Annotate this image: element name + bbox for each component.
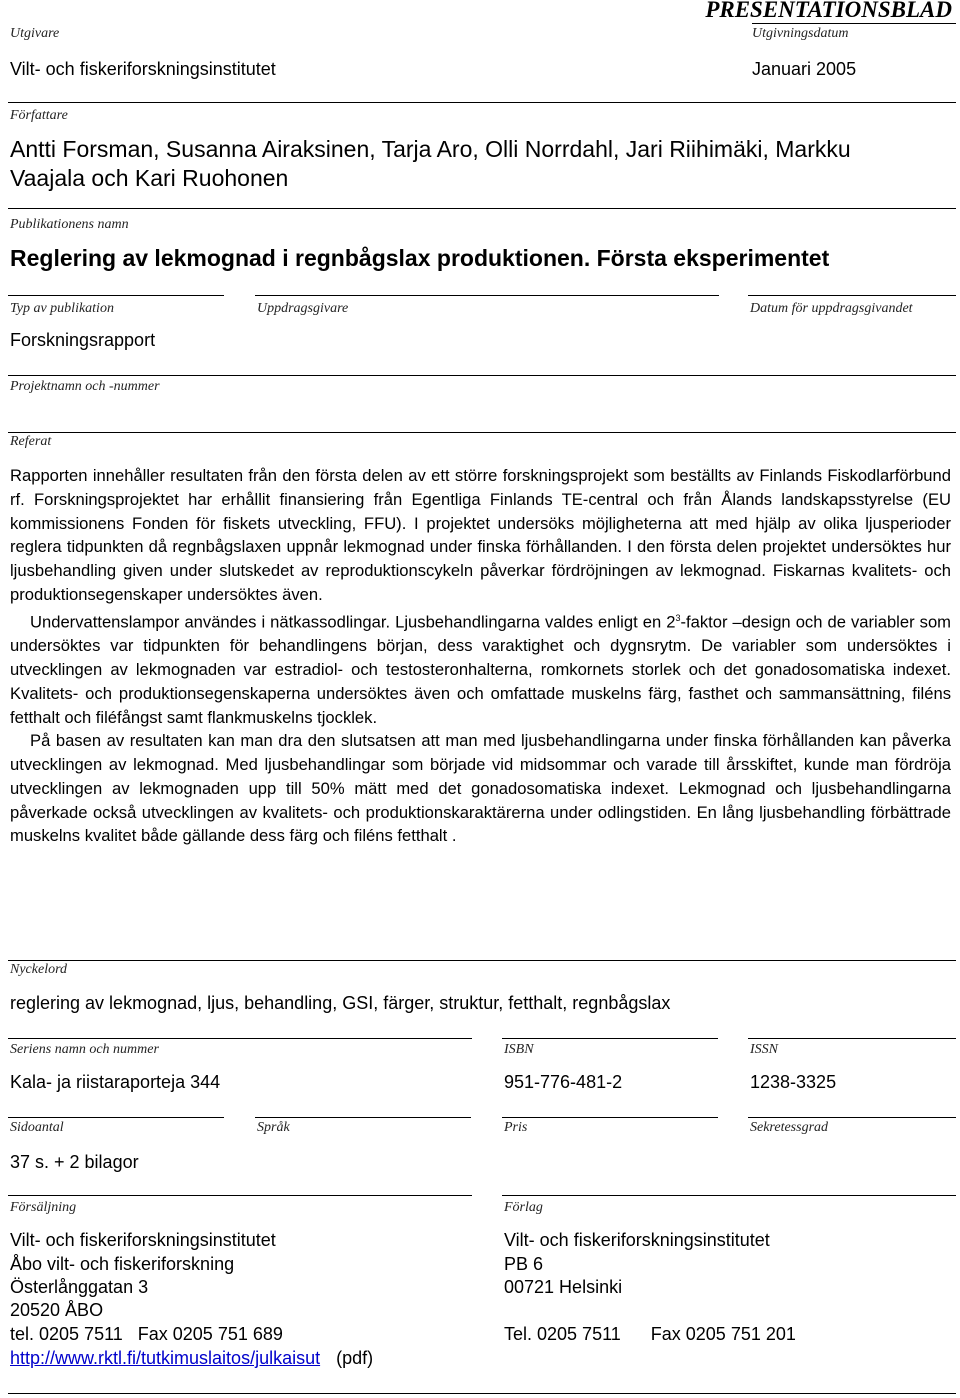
publisher-block-label: Förlag [504, 1200, 543, 1215]
secrecy-label: Sekretessgrad [750, 1120, 829, 1135]
publisher-block-line-4: Tel. 0205 7511 Fax 0205 751 201 [504, 1324, 796, 1344]
abstract-superscript: 3 [675, 612, 681, 623]
type-rule [8, 295, 224, 296]
sales-line-2: Åbo vilt- och fiskeriforskning [10, 1254, 235, 1274]
abstract-paragraph-1: Rapporten innehåller resultaten från den första delen av ett större forskningsprojekt som beställts av Finlands Fiskodlarförbund rf. Forskningsprojektet har erhållit finansiering från Egentliga Finlands TE-central och från Ålands landskapsstyrelse (EU kommissionens Fonden för fiskets utveckling, FFU). I projektet undersöks möjligheterna att med hjälp av olika ljusperioder reglera tidpunkten då regnbågslaxen uppnår lekmognad under finska förhållanden. I den första delen projektet undersöktes hur ljusbehandling given under slutskedet av reproduktionscykeln påverkar fördröjningen av lekmognad. Fiskarnas kvalitets- och produktionsegenskaper undersöktes även. [10, 466, 951, 604]
date-label: Utgivningsdatum [752, 26, 849, 41]
sales-line-5: tel. 0205 7511 Fax 0205 751 689 [10, 1324, 283, 1344]
abstract-paragraph-2-end: -faktor –design och de variabler som undersöktes var tidpunkten för behandlingens början, dess varaktighet och dygnsrytm. De variabler som undersöktes i utvecklingen av lekmognaden var estradiol- och testosteronhalterna, romkornets storlek och det gonadosomatiska indexet. Kvalitets- och produktionsegenskaperna undersöktes även och omfattade muskelns färg, fasthet och sammansättning, filéns fetthalt och filéfångst samt flankmuskelns tjocklek. [10, 612, 951, 727]
publication-rule [8, 208, 956, 209]
keywords-rule [8, 960, 956, 961]
publisher-block-line-2: PB 6 [504, 1254, 544, 1274]
sales-line-4: 20520 ÅBO [10, 1300, 104, 1320]
isbn-value: 951-776-481-2 [504, 1072, 623, 1092]
issn-label: ISSN [750, 1042, 778, 1057]
authors-line-1: Antti Forsman, Susanna Airaksinen, Tarja Aro, Olli Norrdahl, Jari Riihimäki, Markku [10, 136, 851, 162]
header-rule [752, 23, 956, 24]
publication-name: Reglering av lekmognad i regnbågslax produktionen. Första eksperimentet [10, 245, 830, 271]
isbn-label: ISBN [504, 1042, 534, 1057]
publisher-block-line-3: 00721 Helsinki [504, 1277, 623, 1297]
publisher-block-line-1: Vilt- och fiskeriforskningsinstitutet [504, 1230, 770, 1250]
price-label: Pris [504, 1120, 528, 1135]
series-value: Kala- ja riistaraporteja 344 [10, 1072, 221, 1092]
secrecy-rule [748, 1117, 956, 1118]
series-label: Seriens namn och nummer [10, 1042, 159, 1057]
publisher-block-rule [502, 1195, 956, 1196]
issn-rule [748, 1038, 956, 1039]
authors-line-2: Vaajala och Kari Ruohonen [10, 165, 289, 191]
language-rule [255, 1117, 471, 1118]
commissioner-label: Uppdragsgivare [257, 301, 349, 316]
isbn-rule [502, 1038, 718, 1039]
commission-date-rule [748, 295, 956, 296]
authors-rule [8, 102, 956, 103]
language-label: Språk [257, 1120, 290, 1135]
type-label: Typ av publikation [10, 301, 114, 316]
project-label: Projektnamn och -nummer [10, 379, 160, 394]
publisher-label: Utgivare [10, 26, 60, 41]
publication-label: Publikationens namn [10, 217, 129, 232]
issn-value: 1238-3325 [750, 1072, 837, 1092]
abstract-paragraph-2-start: Undervattenslampor användes i nätkassodlingar. Ljusbehandlingarna valdes enligt en 2 [30, 612, 676, 632]
authors-label: Författare [10, 108, 68, 123]
project-rule [8, 375, 956, 376]
document-title: PRESENTATIONSBLAD [705, 0, 952, 22]
publisher-value: Vilt- och fiskeriforskningsinstitutet [10, 59, 276, 79]
pages-rule [8, 1117, 224, 1118]
pages-value: 37 s. + 2 bilagor [10, 1152, 139, 1172]
abstract-label: Referat [10, 434, 52, 449]
keywords-value: reglering av lekmognad, ljus, behandling, GSI, färger, struktur, fetthalt, regnbågslax [10, 993, 671, 1013]
abstract-body [10, 464, 951, 848]
sales-link-suffix: (pdf) [336, 1348, 374, 1368]
series-rule [8, 1038, 472, 1039]
date-value: Januari 2005 [752, 59, 857, 79]
sales-link[interactable]: http://www.rktl.fi/tutkimuslaitos/julkaisut [10, 1348, 321, 1368]
price-rule [502, 1117, 718, 1118]
type-value: Forskningsrapport [10, 330, 156, 350]
abstract-rule [8, 432, 956, 433]
sales-line-3: Österlånggatan 3 [10, 1277, 149, 1297]
abstract-paragraph-2 [10, 607, 951, 730]
commissioner-rule [255, 295, 719, 296]
sales-rule [8, 1195, 472, 1196]
abstract-paragraph-3: På basen av resultaten kan man dra den slutsatsen att man med ljusbehandlingarna under finska förhållanden kan påverka utvecklingen av lekmognad. Med ljusbehandlingar som började vid midsommar och varade till årsskiftet, kunde man fördröja utvecklingen av lekmognaden upp till 50% mätt med det gonadosomatiska indexet. Lekmognad och ljusbehandlingarna påverkade också utvecklingen av kvalitets- och produktionskaraktärerna under odlingstiden. En lång ljusbehandling förbättrade muskelns kvalitet både gällande dess färg och filéns fetthalt . [10, 731, 951, 846]
pages-label: Sidoantal [10, 1120, 64, 1135]
bottom-rule [8, 1393, 956, 1394]
keywords-label: Nyckelord [10, 962, 68, 977]
commission-date-label: Datum för uppdragsgivandet [750, 301, 913, 316]
sales-line-1: Vilt- och fiskeriforskningsinstitutet [10, 1230, 276, 1250]
sales-link-row [10, 1348, 373, 1369]
sales-label: Försäljning [10, 1200, 77, 1215]
